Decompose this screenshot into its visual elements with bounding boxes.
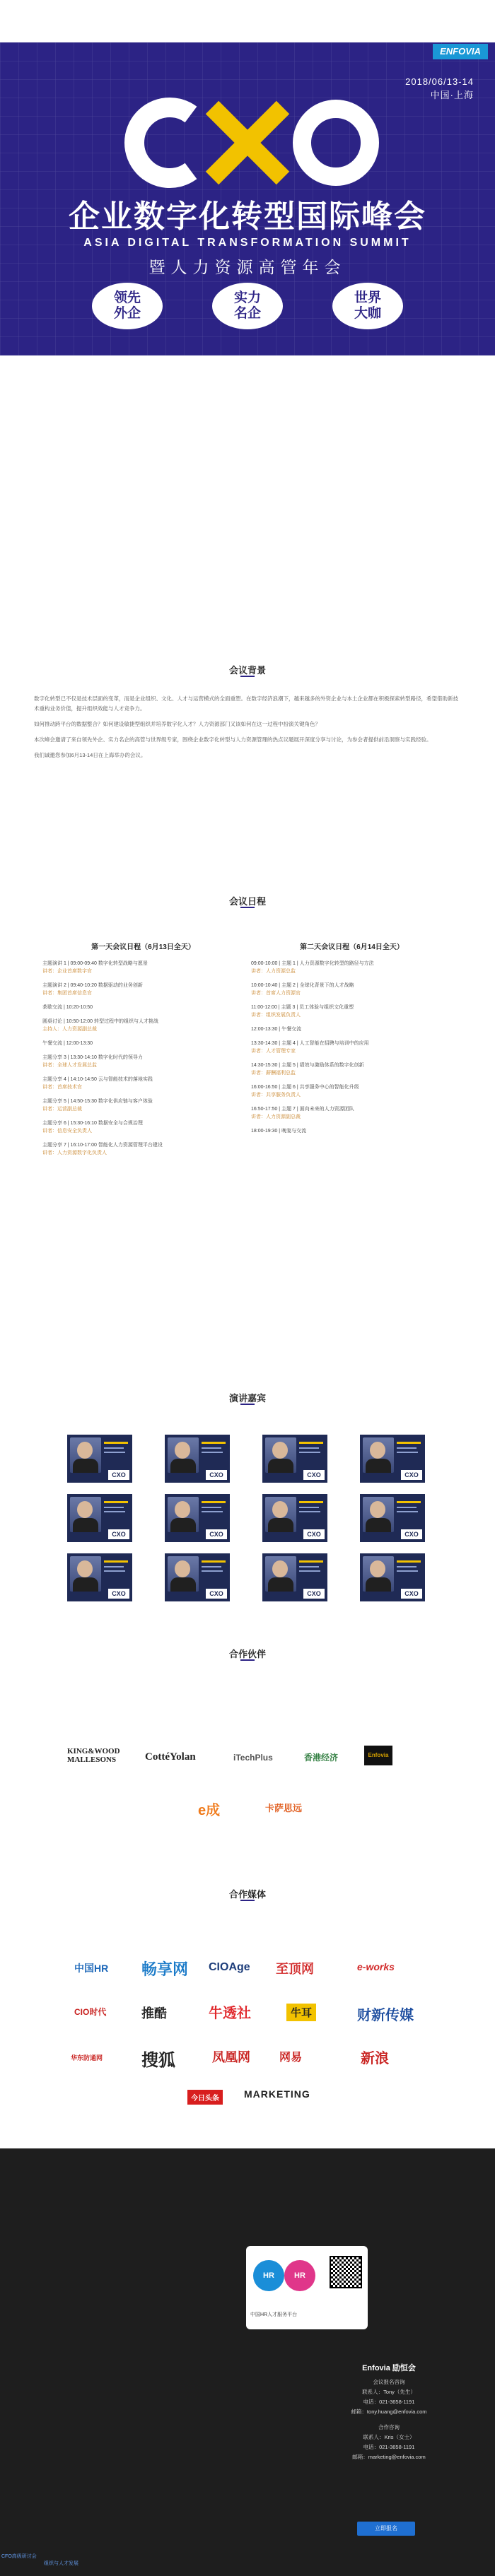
agenda-speaker: 讲者：人力资源总监 bbox=[251, 969, 296, 974]
agenda-line: 14:30-15:30 | 主题 5 | 绩效与激励体系的数字化创新 bbox=[251, 1063, 364, 1068]
partner-logo-echeng[interactable]: e成 bbox=[198, 1803, 221, 1818]
background-paragraph: 如何推动跨平台的数据整合？如何建设敏捷型组织并培养数字化人才？人力资源部门又该如何在这一过程中扮演关键角色？ bbox=[34, 721, 320, 727]
speaker-title-bar bbox=[299, 1507, 319, 1508]
background-paragraph: 本次峰会邀请了来自领先外企、实力名企的高管与世界级专家，围绕企业数字化转型与人力资源管理的热点议题展开深度分享与讨论，为参会者提供前沿洞察与实践经验。 bbox=[34, 736, 432, 743]
background-paragraph: 数字化转型已不仅是技术层面的变革，而是企业组织、文化、人才与运营模式的全面重塑。在数字经济浪潮下，越来越多的外资企业与本土企业都在积极探索转型路径，希望借助新技术重构业务价值，提升组织效能与人才竞争力。 bbox=[34, 695, 458, 712]
speaker-name-bar bbox=[299, 1442, 323, 1444]
agenda-line: 13:30-14:30 | 主题 4 | 人工智能在招聘与培训中的应用 bbox=[251, 1041, 369, 1046]
media-logo-chinahr[interactable]: 中国HR bbox=[74, 1963, 109, 1974]
speaker-head bbox=[272, 1442, 288, 1459]
speaker-body bbox=[268, 1577, 293, 1592]
speaker-name-bar bbox=[299, 1560, 323, 1563]
media-logo-niuer[interactable]: 牛耳 bbox=[286, 2004, 316, 2021]
media-logo-caixin[interactable]: 财新传媒 bbox=[357, 2008, 414, 2023]
speaker-name-bar bbox=[397, 1560, 421, 1563]
agenda-item bbox=[251, 1083, 453, 1099]
media-logo-huadong[interactable]: 华东防通网 bbox=[71, 2054, 103, 2062]
speaker-title-bar bbox=[299, 1452, 320, 1453]
agenda-item bbox=[251, 960, 453, 975]
hr-circle-icon: HR bbox=[284, 2260, 315, 2291]
agenda-line: 主题分享 4 | 14:10-14:50 云与智能技术的落地实践 bbox=[42, 1077, 153, 1082]
speaker-title-bar bbox=[104, 1507, 124, 1508]
speaker-card[interactable] bbox=[262, 1553, 327, 1601]
section-title-agenda: 会议日程 bbox=[228, 896, 266, 907]
corner-link[interactable]: 组织与人才发展 bbox=[44, 2561, 78, 2566]
agenda-item bbox=[251, 1105, 453, 1121]
speaker-name-bar bbox=[104, 1442, 128, 1444]
agenda-line: 12:00-13:30 | 午餐交流 bbox=[251, 1027, 302, 1032]
speaker-body bbox=[73, 1459, 98, 1473]
agenda-item bbox=[42, 1076, 244, 1091]
speaker-card[interactable] bbox=[360, 1494, 425, 1542]
speaker-title-bar bbox=[104, 1511, 125, 1512]
speaker-title-bar bbox=[202, 1566, 221, 1568]
agenda-speaker: 讲者：组织发展负责人 bbox=[251, 1013, 301, 1018]
section-underline bbox=[240, 1659, 255, 1661]
agenda-line: 主题演讲 2 | 09:40-10:20 数据驱动的业务创新 bbox=[42, 983, 143, 988]
summit-title-cn: 企业数字化转型国际峰会 bbox=[69, 199, 426, 235]
speaker-head bbox=[175, 1501, 190, 1518]
badge-text: 世界 bbox=[354, 290, 381, 305]
enfovia-logo[interactable]: ENFOVIA bbox=[433, 44, 488, 59]
speaker-title-bar bbox=[299, 1566, 319, 1568]
agenda-speaker: 讲者：人力资源数字化负责人 bbox=[42, 1151, 107, 1155]
agenda-line: 午餐交流 | 12:00-13:30 bbox=[42, 1041, 93, 1046]
badge-text: 大咖 bbox=[354, 305, 381, 321]
media-logo-eworks[interactable]: e-works bbox=[357, 1961, 395, 1972]
agenda-speaker: 讲者：运营副总裁 bbox=[42, 1107, 82, 1112]
background-text bbox=[34, 694, 461, 766]
speaker-tag: CXO bbox=[108, 1470, 129, 1480]
speaker-title-bar bbox=[397, 1447, 417, 1449]
media-logo-netease[interactable]: 网易 bbox=[279, 2052, 303, 2064]
agenda-speaker: 讲者：薪酬福利总监 bbox=[251, 1071, 296, 1076]
agenda-item bbox=[251, 1127, 453, 1135]
speaker-tag: CXO bbox=[206, 1470, 227, 1480]
media-logo-sohu[interactable]: 搜狐 bbox=[141, 2051, 175, 2070]
agenda-item bbox=[42, 1018, 244, 1033]
speaker-title-bar bbox=[202, 1447, 221, 1449]
agenda-speaker: 讲者：人才管理专家 bbox=[251, 1049, 296, 1054]
speaker-body bbox=[73, 1518, 98, 1532]
section-title-media: 合作媒体 bbox=[228, 1889, 266, 1900]
event-date: 2018/06/13-14 bbox=[405, 76, 474, 87]
footer bbox=[0, 2148, 495, 2576]
agenda-day2 bbox=[251, 943, 453, 1141]
contact-info bbox=[318, 2363, 460, 2462]
agenda-item bbox=[42, 1054, 244, 1069]
contact-line: 会议报名咨询 bbox=[373, 2379, 405, 2385]
speaker-tag: CXO bbox=[303, 1470, 325, 1480]
speaker-name-bar bbox=[104, 1560, 128, 1563]
speaker-card[interactable] bbox=[165, 1435, 230, 1483]
corner-link[interactable]: CFO高级研讨会 bbox=[1, 2554, 37, 2559]
agenda-item bbox=[42, 960, 244, 975]
partner-logo-kasasiyuan[interactable]: 卡萨思远 bbox=[265, 1803, 303, 1813]
badge-text: 领先 bbox=[113, 290, 141, 305]
speaker-tag: CXO bbox=[401, 1470, 422, 1480]
speaker-body bbox=[73, 1577, 98, 1592]
agenda-item bbox=[251, 1040, 453, 1055]
agenda-item bbox=[251, 1025, 453, 1033]
speaker-card[interactable] bbox=[165, 1553, 230, 1601]
agenda-line: 茶歇交流 | 10:20-10:50 bbox=[42, 1005, 93, 1010]
speaker-title-bar bbox=[104, 1566, 124, 1568]
speaker-body bbox=[268, 1459, 293, 1473]
footer-corner-links bbox=[1, 2553, 78, 2568]
section-underline bbox=[240, 907, 255, 908]
partner-logo-hket[interactable]: 香港经济 bbox=[304, 1753, 339, 1763]
media-logo-ifeng[interactable]: 凤凰网 bbox=[212, 2050, 250, 2064]
hr-qr-card bbox=[246, 2246, 368, 2329]
speaker-head bbox=[272, 1560, 288, 1577]
speaker-head bbox=[77, 1501, 93, 1518]
speaker-title-bar bbox=[299, 1570, 320, 1572]
section-underline bbox=[240, 1900, 255, 1901]
summit-subtitle: 暨人力资源高管年会 bbox=[148, 259, 346, 277]
speaker-title-bar bbox=[299, 1511, 320, 1512]
contact-line: 联系人：Tony（先生） bbox=[362, 2389, 416, 2395]
speaker-body bbox=[366, 1459, 391, 1473]
speaker-body bbox=[170, 1459, 196, 1473]
agenda-line: 主题分享 5 | 14:50-15:30 数字化供应链与客户体验 bbox=[42, 1099, 153, 1104]
agenda-speaker: 讲者：信息安全负责人 bbox=[42, 1129, 92, 1134]
speaker-head bbox=[370, 1442, 385, 1459]
speaker-card[interactable] bbox=[360, 1435, 425, 1483]
speaker-head bbox=[272, 1501, 288, 1518]
speaker-name-bar bbox=[202, 1442, 226, 1444]
agenda-item bbox=[42, 982, 244, 997]
media-logo-zhiding[interactable]: 至顶网 bbox=[276, 1962, 314, 1976]
partner-logo-itechplus[interactable]: iTechPlus bbox=[233, 1753, 273, 1763]
agenda-item bbox=[42, 1004, 244, 1011]
speaker-head bbox=[77, 1442, 93, 1459]
speaker-card[interactable] bbox=[262, 1494, 327, 1542]
speaker-card[interactable] bbox=[67, 1435, 132, 1483]
agenda-speaker: 讲者：人力资源副总裁 bbox=[251, 1114, 301, 1119]
agenda-day1-head: 第一天会议日程（6月13日全天） bbox=[91, 943, 195, 951]
speaker-title-bar bbox=[104, 1452, 125, 1453]
media-logo-marketing[interactable]: MARKETING bbox=[244, 2088, 310, 2100]
media-logo-vsharing[interactable]: 畅享网 bbox=[141, 1960, 189, 1978]
speaker-tag: CXO bbox=[303, 1529, 325, 1539]
speaker-tag: CXO bbox=[206, 1589, 227, 1599]
speaker-title-bar bbox=[397, 1570, 418, 1572]
agenda-speaker: 讲者：首席人力资源官 bbox=[251, 991, 301, 996]
speaker-name-bar bbox=[104, 1501, 128, 1503]
partner-logo-kwm[interactable]: KING&WOOD MALLESONS bbox=[67, 1747, 120, 1764]
contact-line: 合作咨询 bbox=[378, 2424, 400, 2430]
agenda-line: 16:00-16:50 | 主题 6 | 共享服务中心的智能化升级 bbox=[251, 1085, 359, 1090]
agenda-speaker: 讲者：首席技术官 bbox=[42, 1085, 82, 1090]
contact-line: 联系人：Kris（女士） bbox=[363, 2434, 415, 2440]
contact-email[interactable]: 邮箱：tony.huang@enfovia.com bbox=[351, 2409, 427, 2415]
agenda-item bbox=[42, 1141, 244, 1157]
speaker-tag: CXO bbox=[108, 1589, 129, 1599]
speaker-card[interactable] bbox=[262, 1435, 327, 1483]
partner-logo-enfovia[interactable]: Enfovia bbox=[364, 1746, 392, 1765]
speaker-name-bar bbox=[299, 1501, 323, 1503]
cxo-logo bbox=[106, 93, 389, 192]
speaker-head bbox=[77, 1560, 93, 1577]
speaker-name-bar bbox=[397, 1501, 421, 1503]
agenda-line: 主题分享 6 | 15:30-16:10 数据安全与合规治理 bbox=[42, 1121, 143, 1126]
speaker-title-bar bbox=[397, 1507, 417, 1508]
speaker-title-bar bbox=[202, 1570, 223, 1572]
speaker-tag: CXO bbox=[303, 1589, 325, 1599]
footer-brand: Enfovia 励恒会 bbox=[362, 2364, 416, 2372]
speaker-name-bar bbox=[202, 1501, 226, 1503]
speaker-body bbox=[170, 1577, 196, 1592]
speaker-title-bar bbox=[397, 1566, 417, 1568]
summit-title-en: ASIA DIGITAL TRANSFORMATION SUMMIT bbox=[83, 237, 412, 249]
background-paragraph: 我们诚邀您参加6月13-14日在上海举办的会议。 bbox=[34, 752, 146, 758]
speaker-name-bar bbox=[202, 1560, 226, 1563]
speaker-card[interactable] bbox=[165, 1494, 230, 1542]
media-logo-toutiao[interactable]: 今日头条 bbox=[187, 2090, 223, 2105]
section-title-speakers: 演讲嘉宾 bbox=[228, 1393, 266, 1404]
speaker-body bbox=[268, 1518, 293, 1532]
speaker-title-bar bbox=[397, 1452, 418, 1453]
contact-line: 电话：021-3658-1191 bbox=[363, 2444, 415, 2450]
badge-world-experts bbox=[332, 283, 403, 329]
badge-text: 外企 bbox=[113, 305, 141, 321]
badge-leading-foreign bbox=[92, 283, 163, 329]
agenda-item bbox=[251, 1004, 453, 1019]
highlight-badges bbox=[92, 281, 403, 331]
qr-code-icon[interactable] bbox=[330, 2256, 362, 2288]
badge-famous-companies bbox=[212, 283, 283, 329]
media-logo-sina[interactable]: 新浪 bbox=[361, 2051, 389, 2066]
speaker-title-bar bbox=[202, 1507, 221, 1508]
agenda-line: 主题分享 7 | 16:10-17:00 智能化人力资源管理平台建设 bbox=[42, 1143, 163, 1148]
agenda-speaker: 主持人：人力资源副总裁 bbox=[42, 1027, 97, 1032]
section-title-background: 会议背景 bbox=[228, 665, 266, 676]
speaker-card[interactable] bbox=[360, 1553, 425, 1601]
agenda-item bbox=[42, 1098, 244, 1113]
media-logo-cioage[interactable]: CIOAge bbox=[209, 1961, 250, 1973]
speaker-body bbox=[366, 1518, 391, 1532]
contact-email[interactable]: 邮箱：marketing@enfovia.com bbox=[352, 2454, 426, 2460]
contact-line: 电话：021-3658-1191 bbox=[363, 2399, 415, 2405]
speaker-tag: CXO bbox=[401, 1529, 422, 1539]
agenda-line: 主题分享 3 | 13:30-14:10 数字化时代的领导力 bbox=[42, 1055, 143, 1060]
media-logo-tuicool[interactable]: 推酷 bbox=[141, 2006, 167, 2021]
speaker-title-bar bbox=[104, 1447, 124, 1449]
agenda-item bbox=[42, 1040, 244, 1047]
agenda-line: 圆桌讨论 | 10:50-12:00 转型过程中的组织与人才挑战 bbox=[42, 1019, 159, 1024]
agenda-speaker: 讲者：共享服务负责人 bbox=[251, 1093, 301, 1098]
section-underline bbox=[240, 1404, 255, 1405]
register-button[interactable]: 立即报名 bbox=[357, 2522, 415, 2536]
media-logo-niutoushe[interactable]: 牛透社 bbox=[209, 2006, 251, 2021]
agenda-day2-head: 第二天会议日程（6月14日全天） bbox=[300, 943, 404, 951]
badge-text: 名企 bbox=[233, 305, 261, 321]
speaker-head bbox=[175, 1442, 190, 1459]
agenda-speaker: 讲者：全球人才发展总监 bbox=[42, 1063, 97, 1068]
agenda-speaker: 讲者：集团首席信息官 bbox=[42, 991, 92, 996]
event-city: 中国·上海 bbox=[430, 90, 474, 100]
qr-card-caption: 中国HR人才服务平台 bbox=[250, 2312, 298, 2317]
agenda-line: 09:00-10:00 | 主题 1 | 人力资源数字化转型的路径与方法 bbox=[251, 961, 374, 966]
agenda-item bbox=[42, 1119, 244, 1135]
agenda-item bbox=[251, 982, 453, 997]
agenda-line: 主题演讲 1 | 09:00-09:40 数字化转型战略与愿景 bbox=[42, 961, 148, 966]
speaker-title-bar bbox=[202, 1511, 223, 1512]
agenda-day1 bbox=[42, 943, 244, 1163]
agenda-line: 16:50-17:50 | 主题 7 | 面向未来的人力资源团队 bbox=[251, 1107, 354, 1112]
speaker-title-bar bbox=[397, 1511, 418, 1512]
agenda-line: 11:00-12:00 | 主题 3 | 员工体验与组织文化重塑 bbox=[251, 1005, 354, 1010]
agenda-speaker: 讲者：企业首席数字官 bbox=[42, 969, 92, 974]
speaker-tag: CXO bbox=[401, 1589, 422, 1599]
speaker-grid bbox=[67, 1435, 428, 1604]
hero-banner bbox=[0, 42, 495, 355]
speaker-card[interactable] bbox=[67, 1553, 132, 1601]
speaker-tag: CXO bbox=[206, 1529, 227, 1539]
speaker-head bbox=[370, 1560, 385, 1577]
media-logo-cio-times[interactable]: CIO时代 bbox=[74, 2007, 107, 2017]
speaker-body bbox=[366, 1577, 391, 1592]
speaker-tag: CXO bbox=[108, 1529, 129, 1539]
speaker-head bbox=[370, 1501, 385, 1518]
speaker-head bbox=[175, 1560, 190, 1577]
section-underline bbox=[240, 676, 255, 677]
speaker-body bbox=[170, 1518, 196, 1532]
agenda-line: 18:00-19:30 | 晚宴与交流 bbox=[251, 1129, 307, 1134]
agenda-item bbox=[251, 1061, 453, 1077]
speaker-card[interactable] bbox=[67, 1494, 132, 1542]
badge-text: 实力 bbox=[233, 290, 261, 305]
speaker-name-bar bbox=[397, 1442, 421, 1444]
speaker-title-bar bbox=[104, 1570, 125, 1572]
agenda-line: 10:00-10:40 | 主题 2 | 全球化背景下的人才战略 bbox=[251, 983, 354, 988]
speaker-title-bar bbox=[299, 1447, 319, 1449]
speaker-title-bar bbox=[202, 1452, 223, 1453]
partner-logo-cotteyolan[interactable]: CottéYolan bbox=[145, 1751, 196, 1763]
section-title-partners: 合作伙伴 bbox=[228, 1649, 266, 1659]
hr-circle-icon: HR bbox=[253, 2260, 284, 2291]
